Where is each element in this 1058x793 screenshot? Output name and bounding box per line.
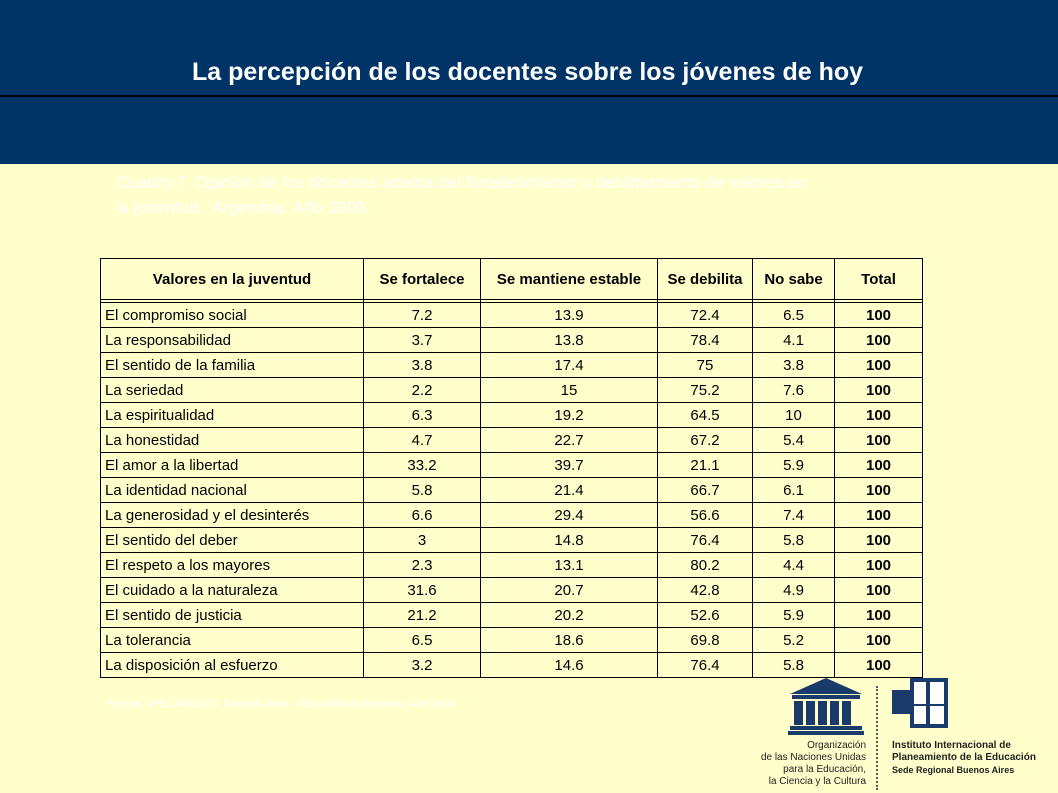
percent-cell: 6.3	[364, 403, 481, 428]
percent-cell: 4.9	[753, 578, 835, 603]
header-cell: Valores en la juventud	[101, 259, 364, 300]
percent-cell: 21.4	[481, 478, 658, 503]
percent-cell: 2.2	[364, 378, 481, 403]
table-row	[101, 628, 923, 653]
table-row	[101, 553, 923, 578]
total-cell: 100	[835, 603, 923, 628]
unesco-logo	[786, 676, 866, 736]
percent-cell: 4.4	[753, 553, 835, 578]
percent-cell: 76.4	[658, 528, 753, 553]
percent-cell: 78.4	[658, 328, 753, 353]
value-name-cell: El sentido de la familia	[101, 353, 364, 378]
table-row	[101, 378, 923, 403]
percent-cell: 3.8	[364, 353, 481, 378]
value-name-cell: La tolerancia	[101, 628, 364, 653]
logo-divider	[876, 686, 878, 790]
percent-cell: 5.8	[364, 478, 481, 503]
source-note: Fuente: IIPE-UNESCO, Buenos Aires – Encuesta a docentes. Año 2000	[106, 698, 457, 710]
value-name-cell: La disposición al esfuerzo	[101, 653, 364, 678]
header-cell: Se mantiene estable	[481, 259, 658, 300]
percent-cell: 6.1	[753, 478, 835, 503]
iiep-logo	[890, 676, 950, 730]
total-cell: 100	[835, 628, 923, 653]
unesco-line: Organización	[807, 740, 866, 751]
iiep-sede: Sede Regional Buenos Aires	[892, 765, 1015, 775]
value-name-cell: El sentido del deber	[101, 528, 364, 553]
percent-cell: 14.6	[481, 653, 658, 678]
percent-cell: 72.4	[658, 303, 753, 328]
value-name-cell: La honestidad	[101, 428, 364, 453]
table-row	[101, 403, 923, 428]
percent-cell: 20.2	[481, 603, 658, 628]
value-name-cell: El compromiso social	[101, 303, 364, 328]
total-cell: 100	[835, 328, 923, 353]
table-row	[101, 428, 923, 453]
percent-cell: 5.9	[753, 453, 835, 478]
percent-cell: 5.9	[753, 603, 835, 628]
percent-cell: 6.5	[753, 303, 835, 328]
percent-cell: 52.6	[658, 603, 753, 628]
percent-cell: 14.8	[481, 528, 658, 553]
percent-cell: 75.2	[658, 378, 753, 403]
table-row	[101, 328, 923, 353]
value-name-cell: El amor a la libertad	[101, 453, 364, 478]
table-row	[101, 303, 923, 328]
total-cell: 100	[835, 578, 923, 603]
percent-cell: 67.2	[658, 428, 753, 453]
percent-cell: 21.1	[658, 453, 753, 478]
percent-cell: 42.8	[658, 578, 753, 603]
values-table	[100, 258, 923, 678]
table-body	[101, 300, 923, 678]
percent-cell: 13.9	[481, 303, 658, 328]
percent-cell: 15	[481, 378, 658, 403]
unesco-line: de las Naciones Unidas	[760, 752, 866, 763]
percent-cell: 33.2	[364, 453, 481, 478]
total-cell: 100	[835, 378, 923, 403]
table-row	[101, 478, 923, 503]
percent-cell: 21.2	[364, 603, 481, 628]
percent-cell: 66.7	[658, 478, 753, 503]
percent-cell: 29.4	[481, 503, 658, 528]
total-cell: 100	[835, 528, 923, 553]
percent-cell: 17.4	[481, 353, 658, 378]
table-row	[101, 353, 923, 378]
unesco-line: para la Educación,	[783, 764, 866, 775]
percent-cell: 6.6	[364, 503, 481, 528]
table-row	[101, 603, 923, 628]
total-cell: 100	[835, 353, 923, 378]
table-row	[101, 528, 923, 553]
iiep-line: Instituto Internacional de	[892, 740, 1011, 751]
total-cell: 100	[835, 428, 923, 453]
header-cell: Total	[835, 259, 923, 300]
header-cell: No sabe	[753, 259, 835, 300]
value-name-cell: La identidad nacional	[101, 478, 364, 503]
unesco-line: la Ciencia y la Cultura	[768, 776, 866, 787]
percent-cell: 2.3	[364, 553, 481, 578]
percent-cell: 13.1	[481, 553, 658, 578]
value-name-cell: La seriedad	[101, 378, 364, 403]
percent-cell: 3.7	[364, 328, 481, 353]
value-name-cell: El cuidado a la naturaleza	[101, 578, 364, 603]
percent-cell: 10	[753, 403, 835, 428]
percent-cell: 20.7	[481, 578, 658, 603]
total-cell: 100	[835, 303, 923, 328]
percent-cell: 56.6	[658, 503, 753, 528]
percent-cell: 19.2	[481, 403, 658, 428]
percent-cell: 4.1	[753, 328, 835, 353]
percent-cell: 64.5	[658, 403, 753, 428]
value-name-cell: La generosidad y el desinterés	[101, 503, 364, 528]
total-cell: 100	[835, 453, 923, 478]
percent-cell: 6.5	[364, 628, 481, 653]
value-name-cell: El respeto a los mayores	[101, 553, 364, 578]
table-row	[101, 503, 923, 528]
percent-cell: 31.6	[364, 578, 481, 603]
percent-cell: 13.8	[481, 328, 658, 353]
table-header-row	[101, 259, 923, 300]
table-row	[101, 453, 923, 478]
percent-cell: 7.6	[753, 378, 835, 403]
percent-cell: 3.8	[753, 353, 835, 378]
table-row	[101, 578, 923, 603]
percent-cell: 69.8	[658, 628, 753, 653]
percent-cell: 80.2	[658, 553, 753, 578]
value-name-cell: La espiritualidad	[101, 403, 364, 428]
total-cell: 100	[835, 478, 923, 503]
percent-cell: 5.8	[753, 528, 835, 553]
total-cell: 100	[835, 653, 923, 678]
total-cell: 100	[835, 503, 923, 528]
percent-cell: 5.4	[753, 428, 835, 453]
value-name-cell: La responsabilidad	[101, 328, 364, 353]
header-cell: Se debilita	[658, 259, 753, 300]
unesco-name	[720, 740, 866, 788]
percent-cell: 75	[658, 353, 753, 378]
header-divider	[0, 95, 1058, 97]
percent-cell: 7.4	[753, 503, 835, 528]
total-cell: 100	[835, 553, 923, 578]
header-cell: Se fortalece	[364, 259, 481, 300]
percent-cell: 7.2	[364, 303, 481, 328]
percent-cell: 3.2	[364, 653, 481, 678]
percent-cell: 18.6	[481, 628, 658, 653]
slide-title: La percepción de los docentes sobre los jóvenes de hoy	[192, 58, 864, 86]
value-name-cell: El sentido de justicia	[101, 603, 364, 628]
table-caption: Cuadro 7. Opinión de los docentes acerca del fortalecimiento o debilitamiento de valores en la juventud . Argentina. Año 2000	[116, 173, 807, 217]
percent-cell: 22.7	[481, 428, 658, 453]
percent-cell: 39.7	[481, 453, 658, 478]
total-cell: 100	[835, 403, 923, 428]
table-row	[101, 653, 923, 678]
percent-cell: 76.4	[658, 653, 753, 678]
percent-cell: 5.8	[753, 653, 835, 678]
percent-cell: 4.7	[364, 428, 481, 453]
percent-cell: 3	[364, 528, 481, 553]
iiep-name	[892, 740, 1058, 776]
iiep-line: Planeamiento de la Educación	[892, 752, 1036, 763]
percent-cell: 5.2	[753, 628, 835, 653]
